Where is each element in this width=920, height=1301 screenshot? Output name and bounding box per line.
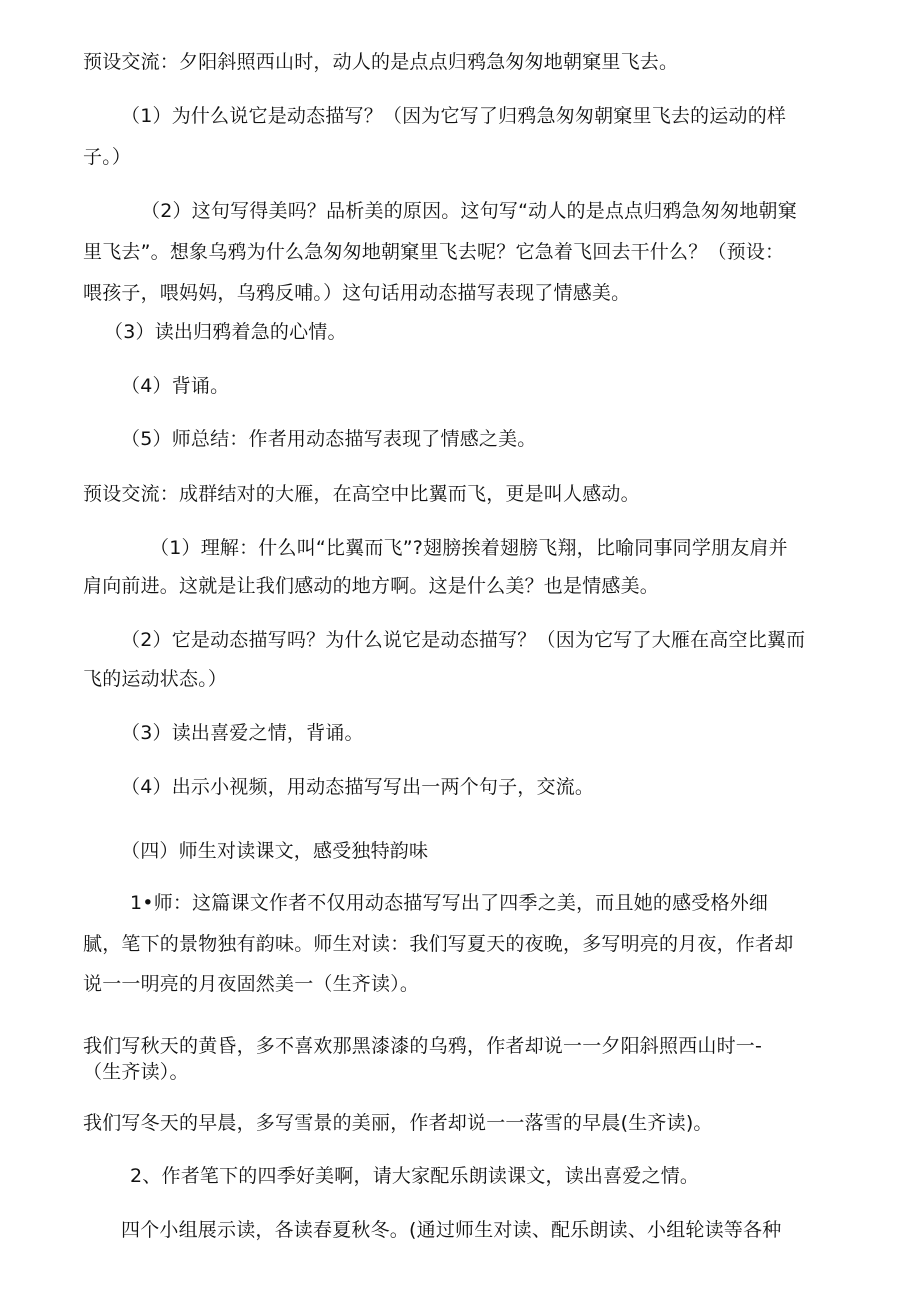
text-line: （3）读出归鸦着急的心情。: [104, 321, 347, 343]
text-line: （生齐读）。: [83, 1061, 189, 1083]
text-line: 2、作者笔下的四季好美啊，请大家配乐朗读课文，读出喜爱之情。: [130, 1165, 700, 1187]
text-line: 腻，笔下的景物独有韵味。师生对读：我们写夏天的夜晚，多写明亮的月夜，作者却: [83, 933, 794, 955]
text-line: （4）背诵。: [121, 375, 230, 397]
text-line: 我们写秋天的黄昏，多不喜欢那黑漆漆的乌鸦，作者却说一一夕阳斜照西山时一-: [83, 1035, 763, 1057]
text-line: 四个小组展示读，各读春夏秋冬。(通过师生对读、配乐朗读、小组轮读等各种: [121, 1219, 782, 1241]
text-line: 1•师：这篇课文作者不仅用动态描写写出了四季之美，而且她的感受格外细: [130, 892, 769, 914]
text-line: 喂孩子，喂妈妈，乌鸦反哺。）这句话用动态描写表现了情感美。: [83, 282, 631, 304]
text-line: 说一一明亮的月夜固然美一（生齐读）。: [83, 973, 420, 995]
text-line: （3）读出喜爱之情，背诵。: [121, 722, 364, 744]
text-line: （1）为什么说它是动态描写？（因为它写了归鸦急匆匆朝窠里飞去的运动的样: [121, 105, 787, 127]
text-line: 子。）: [83, 146, 132, 168]
text-line: （1）理解：什么叫“比翼而飞”?翅膀挨着翅膀飞翔，比喻同事同学朋友肩并: [150, 537, 788, 559]
text-line: 飞的运动状态。）: [83, 668, 228, 690]
text-line: 里飞去”。想象乌鸦为什么急匆匆地朝窠里飞去呢？它急着飞回去干什么？（预设：: [83, 241, 785, 263]
text-line: （4）出示小视频，用动态描写写出一两个句子，交流。: [121, 776, 595, 798]
text-line: 预设交流：夕阳斜照西山时，动人的是点点归鸦急匆匆地朝窠里飞去。: [83, 51, 679, 73]
text-line: （2）它是动态描写吗？为什么说它是动态描写？（因为它写了大雁在高空比翼而: [121, 629, 806, 651]
section-heading: （四）师生对读课文，感受独特韵味: [121, 840, 429, 862]
text-line: （2）这句写得美吗？品析美的原因。这句写“动人的是点点归鸦急匆匆地朝窠: [141, 200, 797, 222]
text-line: 预设交流：成群结对的大雁，在高空中比翼而飞，更是叫人感动。: [83, 483, 640, 505]
text-line: 肩向前进。这就是让我们感动的地方啊。这是什么美？也是情感美。: [83, 575, 660, 597]
text-line: （5）师总结：作者用动态描写表现了情感之美。: [121, 428, 537, 450]
text-line: 我们写冬天的早晨，多写雪景的美丽，作者却说一一落雪的早晨(生齐读)。: [83, 1112, 713, 1134]
